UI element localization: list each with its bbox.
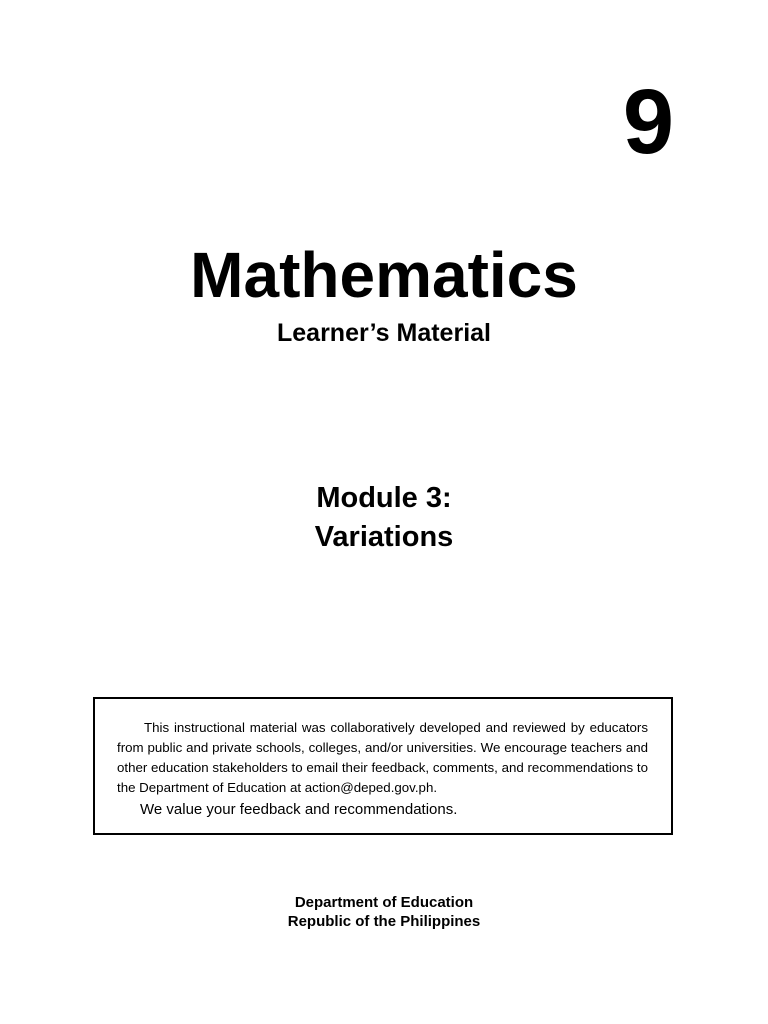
module-title: Variations [314,521,454,553]
page-subtitle: Learner’s Material [277,319,491,347]
grade-number: 9 [622,71,674,173]
department-name: Department of Education [294,894,474,911]
notice-body: This instructional material was collaboratively developed and reviewed by educators from public and private schools, colleges, and/or universities. We encourage teachers and other education stakeholders to email their feedback, comments, and recommendations to the Department of Education at action@deped.gov.ph. [117,720,648,795]
module-number: Module 3: [316,482,452,514]
page-title: Mathematics [190,239,578,311]
country-name: Republic of the Philippines [287,913,481,930]
feedback-notice-box [93,697,673,835]
module-heading [0,479,768,557]
publisher-footer [0,893,768,931]
notice-closing: We value your feedback and recommendations. [140,801,458,818]
